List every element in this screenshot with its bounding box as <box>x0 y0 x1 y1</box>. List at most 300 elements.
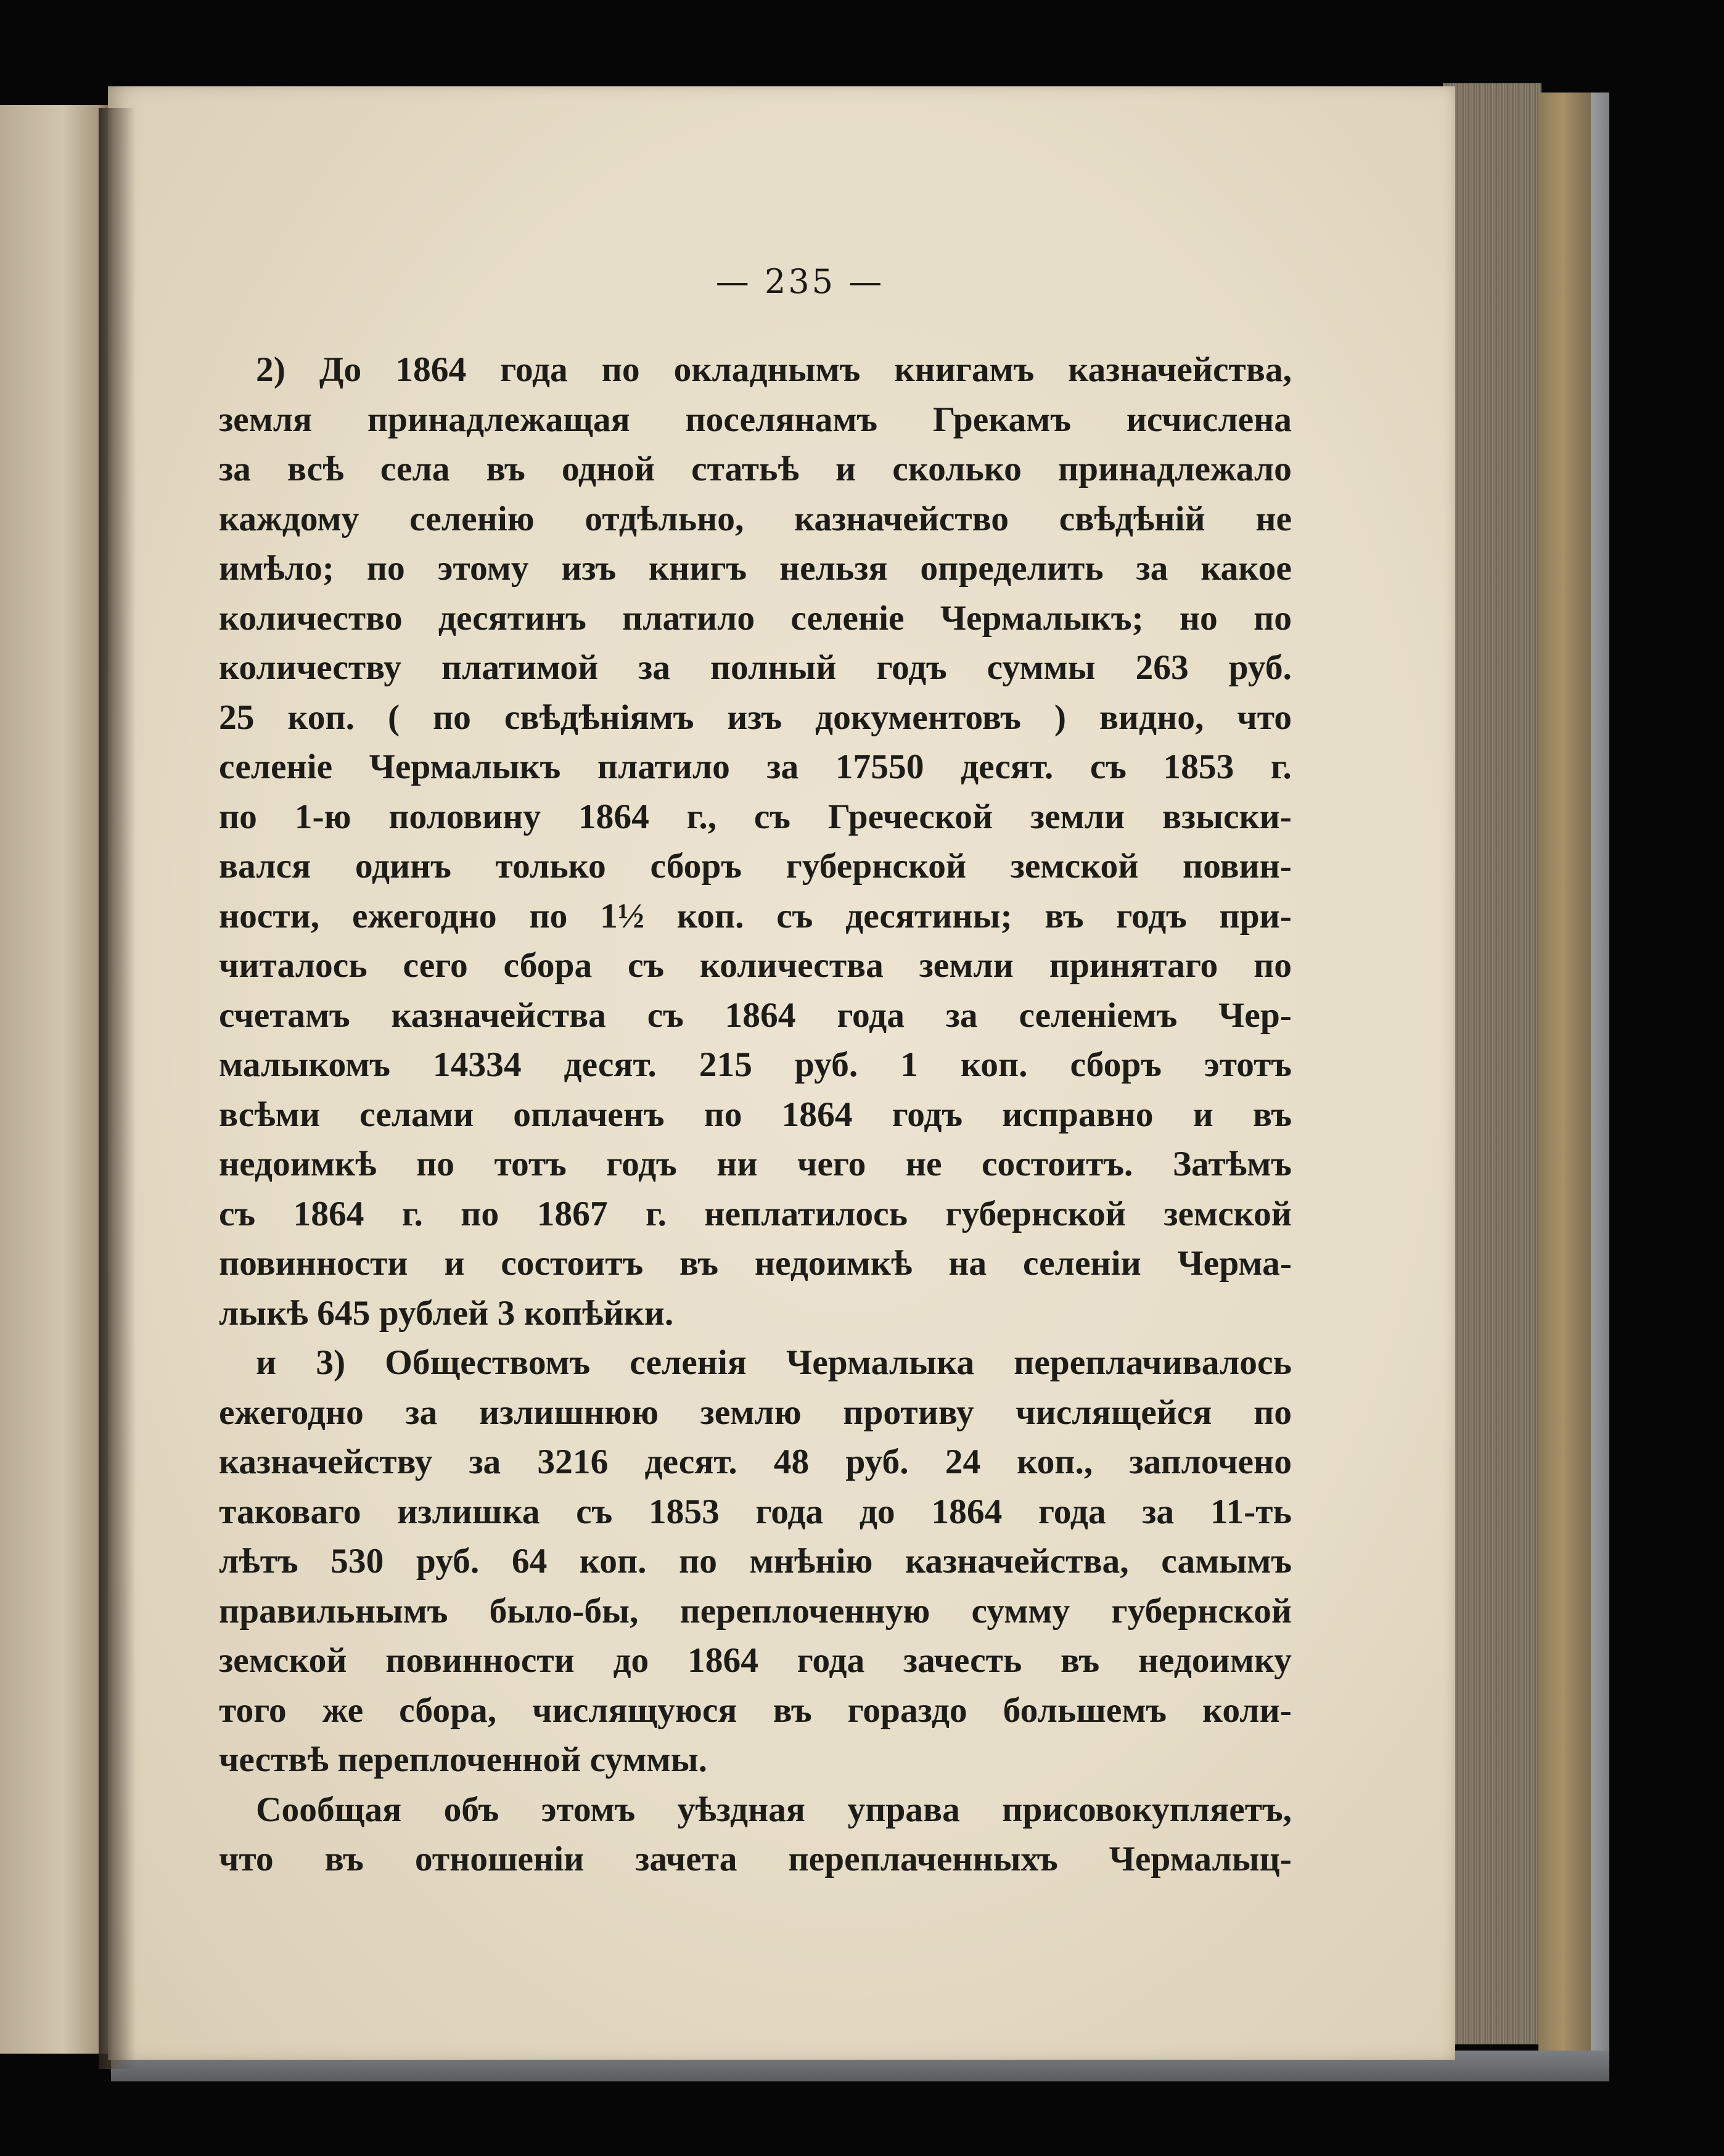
word: десят. <box>644 1442 737 1481</box>
word: въ <box>1061 1641 1100 1680</box>
word: десятины; <box>845 896 1012 936</box>
word: въ <box>1045 896 1084 936</box>
line-text <box>219 1587 1292 1637</box>
word: Чермалыка <box>786 1343 975 1382</box>
line-text <box>219 395 1292 445</box>
line-text: лыкѣ 645 рублей 3 копѣйки. <box>219 1293 674 1333</box>
word: не <box>1255 499 1292 538</box>
word: книгъ <box>649 549 747 588</box>
word: повин- <box>1183 847 1292 886</box>
word: за <box>945 995 978 1035</box>
text-line-27 <box>219 1636 1292 1686</box>
word: земской <box>219 1641 347 1680</box>
word: документовъ <box>815 697 1021 737</box>
word: уѣздная <box>677 1790 806 1829</box>
word: руб. <box>1228 648 1292 687</box>
line-text <box>219 1835 1292 1885</box>
word: Греческой <box>827 797 993 836</box>
word: года <box>797 1641 865 1680</box>
word: гораздо <box>847 1690 967 1730</box>
word: сборъ <box>650 847 742 886</box>
book-gutter-shadow <box>99 108 136 2069</box>
word: платимой <box>441 648 599 687</box>
word: села <box>380 450 450 488</box>
word: же <box>322 1690 364 1730</box>
line-text: чествѣ переплоченной суммы. <box>219 1740 707 1779</box>
word: сборъ <box>1070 1045 1162 1084</box>
word: коп. <box>960 1045 1028 1084</box>
word: казначейству <box>219 1442 433 1481</box>
word: въ <box>773 1690 812 1730</box>
word: Чермалыкъ <box>369 747 561 786</box>
line-text <box>219 1438 1292 1487</box>
text-line-29 <box>219 1735 1292 1785</box>
word: до <box>613 1641 649 1680</box>
word: годъ <box>876 648 947 687</box>
text-line-3 <box>219 445 1292 495</box>
word: исчислена <box>1126 400 1292 439</box>
word: 25 <box>219 697 255 737</box>
word: Черма- <box>1177 1244 1292 1283</box>
word: десятинъ <box>438 598 586 638</box>
word: какое <box>1201 549 1292 588</box>
word: за <box>219 450 251 488</box>
text-line-8 <box>219 693 1292 743</box>
word: съ <box>776 896 813 936</box>
word: что <box>1237 697 1292 737</box>
word: свѣдѣній <box>1059 499 1205 538</box>
word: губернской <box>945 1194 1126 1233</box>
text-line-31 <box>219 1835 1292 1885</box>
text-line-14 <box>219 991 1292 1041</box>
word: состоитъ <box>501 1244 644 1283</box>
word: земли <box>919 946 1014 985</box>
word: года <box>755 1492 824 1531</box>
word: за <box>638 648 670 687</box>
line-text <box>219 941 1292 991</box>
text-line-22 <box>219 1388 1292 1438</box>
word: изъ <box>727 697 782 737</box>
word: за <box>405 1393 438 1432</box>
word: 14334 <box>432 1045 522 1084</box>
word: по <box>529 896 568 936</box>
line-text <box>256 345 1292 395</box>
word: 1864 <box>578 797 649 836</box>
word: повинности <box>385 1641 575 1680</box>
line-text <box>219 1537 1292 1587</box>
line-text <box>219 1090 1292 1140</box>
word: принадлежащая <box>367 400 630 439</box>
word: 1½ <box>600 896 645 936</box>
word: счетамъ <box>219 995 350 1035</box>
word: что <box>219 1840 274 1878</box>
word: ежегодно <box>351 896 497 936</box>
line-text <box>219 495 1292 545</box>
word: 1864 <box>687 1641 758 1680</box>
page-block-edges <box>1443 83 1541 2044</box>
word: за <box>1142 1492 1175 1531</box>
word: земля <box>219 400 313 439</box>
word: сего <box>403 946 468 985</box>
word: и <box>444 1244 465 1283</box>
word: земли <box>1030 797 1125 836</box>
word: коп., <box>1017 1442 1093 1481</box>
line-text <box>219 594 1292 644</box>
word: отношеніи <box>414 1840 585 1878</box>
text-line-26 <box>219 1587 1292 1637</box>
word: годъ <box>606 1145 677 1183</box>
word: съ <box>753 797 790 836</box>
word: 1864 <box>724 995 796 1035</box>
word: 530 <box>330 1542 384 1581</box>
word: руб. <box>794 1045 858 1084</box>
word: ни <box>716 1145 758 1183</box>
line-text <box>219 743 1292 792</box>
word: 1853 <box>1163 747 1234 786</box>
word: десят. <box>564 1045 657 1084</box>
word: 1 <box>900 1045 918 1084</box>
word: 1864 <box>931 1492 1003 1531</box>
word: селеніе <box>790 598 905 638</box>
word: 1864 <box>395 350 467 389</box>
line-text <box>219 1636 1292 1686</box>
word: 1864 <box>293 1194 364 1233</box>
word: нельзя <box>779 549 888 588</box>
word: съ <box>628 946 665 985</box>
word: въ <box>679 1244 719 1283</box>
word: До <box>319 350 362 389</box>
word: и <box>256 1343 277 1382</box>
word: 64 <box>511 1542 548 1581</box>
text-line-1 <box>219 345 1292 395</box>
text-line-30 <box>219 1785 1292 1835</box>
word: неплатилось <box>704 1194 908 1233</box>
text-line-25 <box>219 1537 1292 1587</box>
word: земской <box>1010 847 1139 886</box>
word: съ <box>647 995 684 1035</box>
word: читалось <box>219 946 367 985</box>
word: тотъ <box>494 1145 567 1183</box>
word: 1-ю <box>294 797 351 836</box>
word: за <box>469 1442 501 1481</box>
word: казначейства, <box>1068 350 1292 389</box>
word: переплоченную <box>679 1591 930 1631</box>
text-line-24 <box>219 1487 1292 1537</box>
word: селеніи <box>1022 1244 1141 1283</box>
line-text <box>256 1785 1292 1835</box>
line-text <box>219 693 1292 743</box>
text-line-5 <box>219 544 1292 594</box>
text-line-28 <box>219 1686 1292 1736</box>
word: 215 <box>699 1045 752 1084</box>
word: присовокупляетъ, <box>1002 1790 1292 1829</box>
text-line-19 <box>219 1239 1292 1289</box>
word: года <box>500 350 568 389</box>
word: зачесть <box>903 1641 1022 1680</box>
word: 1864 <box>781 1095 853 1134</box>
word: свѣдѣніямъ <box>504 697 694 737</box>
line-text <box>219 1686 1292 1736</box>
word: правильнымъ <box>219 1591 448 1631</box>
word: 3) <box>316 1343 346 1382</box>
line-text <box>219 1140 1292 1190</box>
word: при- <box>1219 896 1292 936</box>
word: 1867 <box>536 1194 608 1233</box>
word: сбора, <box>399 1690 497 1730</box>
text-line-18 <box>219 1190 1292 1240</box>
word: селеніе <box>219 747 333 786</box>
line-text <box>256 1338 1292 1388</box>
word: самымъ <box>1161 1542 1292 1581</box>
word: Чер- <box>1218 995 1292 1035</box>
word: одной <box>561 450 655 488</box>
word: г., <box>686 797 717 836</box>
word: одинъ <box>355 847 451 886</box>
word: только <box>495 847 606 886</box>
word: по <box>416 1145 455 1183</box>
word: исправно <box>1002 1095 1154 1134</box>
word: Обществомъ <box>385 1343 591 1382</box>
word: г. <box>401 1194 423 1233</box>
word: за <box>1136 549 1168 588</box>
word: года <box>837 995 905 1035</box>
word: изъ <box>561 549 617 588</box>
right-page <box>108 86 1455 2060</box>
word: того <box>219 1690 287 1730</box>
word: 48 <box>773 1442 810 1481</box>
word: коп. <box>676 896 744 936</box>
text-line-16 <box>219 1090 1292 1140</box>
word: чего <box>797 1145 866 1183</box>
line-text <box>219 643 1292 693</box>
word: переплачивалось <box>1014 1343 1292 1382</box>
text-line-11 <box>219 842 1292 892</box>
word: статьѣ <box>691 450 799 488</box>
word: ( <box>387 697 400 737</box>
word: этому <box>437 549 529 588</box>
word: этотъ <box>1204 1045 1292 1084</box>
word: съ <box>219 1194 256 1233</box>
word: состоитъ. <box>982 1145 1133 1183</box>
word: г. <box>645 1194 667 1233</box>
word: по <box>433 697 471 737</box>
line-text <box>219 1239 1292 1289</box>
word: вался <box>219 847 311 886</box>
text-line-7 <box>219 643 1292 693</box>
word: отдѣльно, <box>585 499 744 538</box>
word: переплаченныхъ <box>788 1840 1058 1878</box>
text-line-15 <box>219 1040 1292 1090</box>
word: заплочено <box>1129 1442 1292 1481</box>
line-text <box>219 445 1292 495</box>
word: года <box>1038 1492 1106 1531</box>
word: по <box>1254 598 1292 638</box>
word: губернской <box>1111 1591 1292 1631</box>
body-text <box>219 345 1292 1885</box>
word: числящуюся <box>532 1690 737 1730</box>
word: взыски- <box>1162 797 1292 836</box>
word: большемъ <box>1003 1690 1167 1730</box>
word: коп. <box>579 1542 647 1581</box>
word: было-бы, <box>489 1591 639 1631</box>
word: суммы <box>987 648 1096 687</box>
word: количеству <box>219 648 402 687</box>
word: ности, <box>219 896 320 936</box>
word: излишнюю <box>478 1393 659 1432</box>
word: Сообщая <box>256 1790 402 1829</box>
word: всѣми <box>219 1095 321 1134</box>
word: окладнымъ <box>673 350 861 389</box>
line-text <box>219 1388 1292 1438</box>
word: казначейства, <box>905 1542 1129 1581</box>
word: 2) <box>256 350 285 389</box>
line-text <box>219 1040 1292 1090</box>
word: каждому <box>219 499 359 538</box>
word: руб. <box>416 1542 480 1581</box>
word: таковаго <box>219 1492 361 1531</box>
word: до <box>859 1492 895 1531</box>
word: числящейся <box>1016 1393 1212 1432</box>
word: этомъ <box>541 1790 636 1829</box>
word: имѣло; <box>219 549 334 588</box>
word: Грекамъ <box>932 400 1071 439</box>
word: по <box>1254 946 1292 985</box>
word: по <box>366 549 405 588</box>
text-line-4 <box>219 495 1292 545</box>
word: и <box>835 450 856 488</box>
word: годъ <box>892 1095 963 1134</box>
text-line-2 <box>219 395 1292 445</box>
text-line-23 <box>219 1438 1292 1487</box>
word: зачета <box>635 1840 737 1878</box>
word: сбора <box>503 946 593 985</box>
word: излишка <box>397 1492 540 1531</box>
line-text <box>219 842 1292 892</box>
word: селенія <box>630 1343 747 1382</box>
page-number: — 235 — <box>715 262 885 301</box>
word: управа <box>847 1790 960 1829</box>
word: малыкомъ <box>219 1045 390 1084</box>
word: и <box>1192 1095 1213 1134</box>
text-line-13 <box>219 941 1292 991</box>
line-text <box>219 1190 1292 1240</box>
book-board <box>1591 93 1609 2078</box>
text-line-17 <box>219 1140 1292 1190</box>
word: книгамъ <box>894 350 1035 389</box>
word: ежегодно <box>219 1393 364 1432</box>
word: по <box>1254 1393 1292 1432</box>
word: на <box>948 1244 987 1283</box>
word: десят. <box>961 747 1054 786</box>
text-line-21 <box>219 1338 1292 1388</box>
word: количества <box>699 946 884 985</box>
line-text <box>219 1487 1292 1537</box>
word: видно, <box>1099 697 1204 737</box>
word: въ <box>1252 1095 1292 1134</box>
word: селенію <box>409 499 535 538</box>
word: лѣтъ <box>219 1542 298 1581</box>
word: въ <box>324 1840 364 1878</box>
word: коп. <box>287 697 355 737</box>
word: мнѣнію <box>749 1542 873 1581</box>
word: количество <box>219 598 403 638</box>
word: съ <box>1090 747 1127 786</box>
word: губернской <box>786 847 967 886</box>
word: платило <box>622 598 755 638</box>
word: повинности <box>219 1244 408 1283</box>
word: 17550 <box>835 747 924 786</box>
word: недоимкѣ <box>754 1244 913 1283</box>
word: 24 <box>945 1442 981 1481</box>
text-line-12 <box>219 892 1292 942</box>
word: съ <box>576 1492 613 1531</box>
word: земской <box>1164 1194 1292 1233</box>
word: сколько <box>892 450 1022 488</box>
word: руб. <box>845 1442 909 1481</box>
word: объ <box>443 1790 499 1829</box>
word: Чермалыкъ; <box>940 598 1144 638</box>
word: годъ <box>1116 896 1187 936</box>
text-line-20 <box>219 1289 1292 1339</box>
word: полный <box>710 648 837 687</box>
word: определить <box>920 549 1104 588</box>
word: противу <box>843 1393 974 1432</box>
word: сумму <box>971 1591 1070 1631</box>
word: 3216 <box>537 1442 609 1481</box>
word: оплаченъ <box>513 1095 665 1134</box>
word: селами <box>359 1095 474 1134</box>
word: 1853 <box>648 1492 720 1531</box>
word: поселянамъ <box>685 400 878 439</box>
left-facing-page <box>0 105 114 2054</box>
text-line-9 <box>219 743 1292 792</box>
line-text <box>219 892 1292 942</box>
word: половину <box>388 797 541 836</box>
word: принятаго <box>1049 946 1218 985</box>
word: ) <box>1054 697 1066 737</box>
word: коли- <box>1202 1690 1292 1730</box>
word: 263 <box>1135 648 1189 687</box>
line-text <box>219 544 1292 594</box>
word: 11-ть <box>1210 1492 1292 1531</box>
word: Чермалыц- <box>1109 1840 1292 1878</box>
text-line-6 <box>219 594 1292 644</box>
word: недоимкѣ <box>219 1145 377 1183</box>
word: по <box>219 797 257 836</box>
word: казначейства <box>391 995 606 1035</box>
word: недоимку <box>1138 1641 1292 1680</box>
word: землю <box>700 1393 802 1432</box>
word: но <box>1179 598 1218 638</box>
word: по <box>601 350 640 389</box>
line-text <box>219 991 1292 1041</box>
word: платило <box>597 747 730 786</box>
word: по <box>704 1095 742 1134</box>
word: принадлежало <box>1057 450 1292 488</box>
word: въ <box>486 450 525 488</box>
word: Затѣмъ <box>1172 1145 1292 1183</box>
word: г. <box>1270 747 1292 786</box>
word: казначейство <box>794 499 1009 538</box>
line-text <box>219 792 1292 842</box>
text-line-10 <box>219 792 1292 842</box>
word: по <box>461 1194 499 1233</box>
word: за <box>766 747 799 786</box>
word: по <box>679 1542 717 1581</box>
word: всѣ <box>287 450 344 488</box>
word: селеніемъ <box>1019 995 1178 1035</box>
word: не <box>905 1145 942 1183</box>
